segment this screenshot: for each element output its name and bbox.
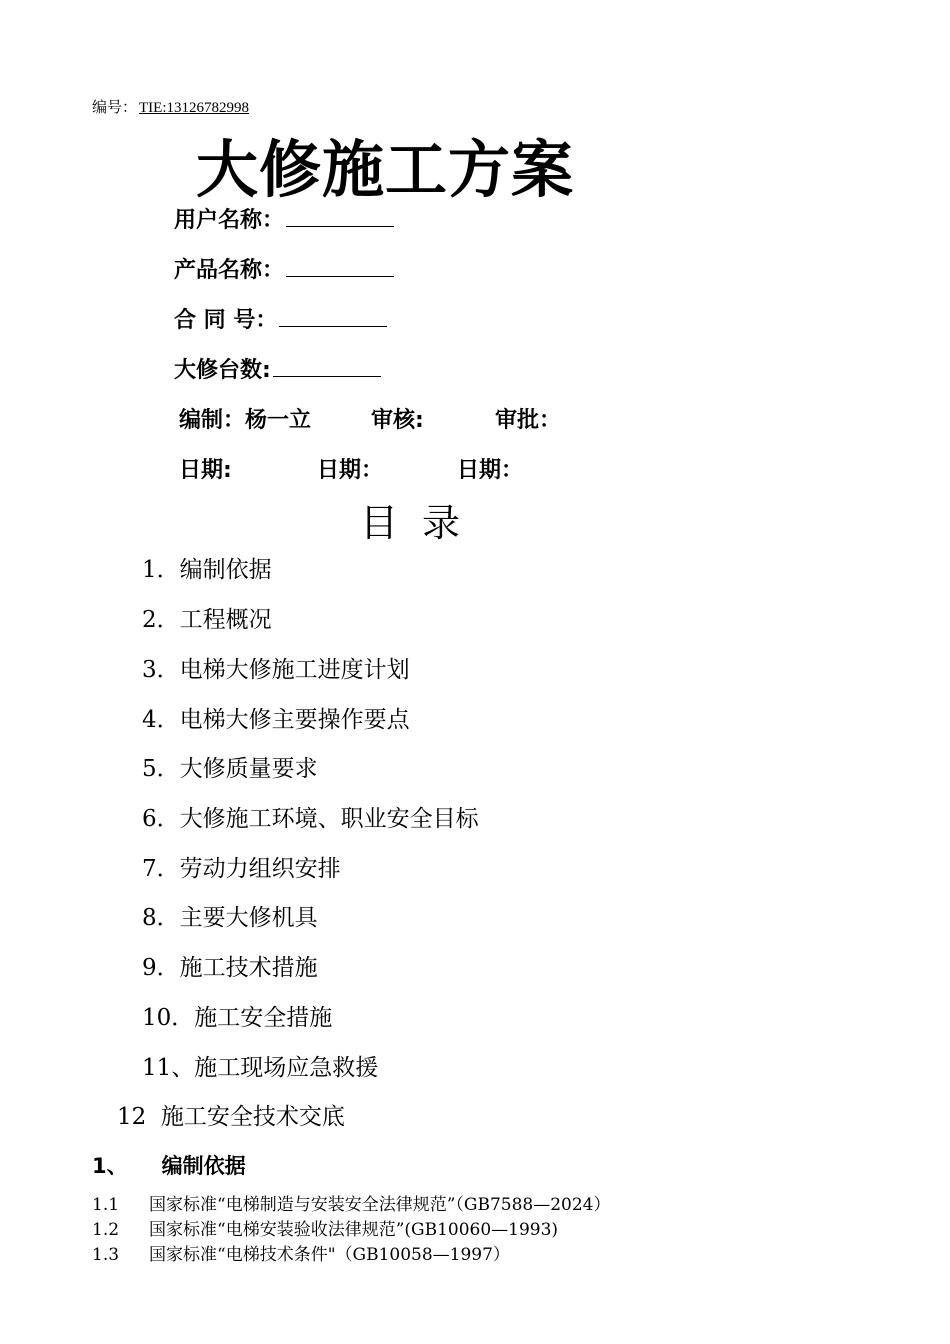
- toc-item: 9．施工技术措施: [142, 955, 318, 981]
- toc-item: 2．工程概况: [142, 607, 272, 633]
- reference-item: [92, 1215, 558, 1240]
- section-heading: [92, 1150, 246, 1180]
- reference-text: 国家标准“电梯制造与安装安全法律规范”（GB7588—2024）: [149, 1195, 611, 1215]
- compile-date: 日期:: [179, 458, 232, 483]
- blank-line: [273, 358, 381, 377]
- reference-number: 1.1: [92, 1195, 120, 1215]
- reference-number: 1.2: [92, 1220, 120, 1240]
- toc-item: 12 施工安全技术交底: [117, 1104, 345, 1130]
- toc-item: 3．电梯大修施工进度计划: [142, 657, 410, 683]
- toc-item: 8．主要大修机具: [142, 905, 318, 931]
- page-title: 大修施工方案: [196, 133, 575, 206]
- approve-date: 日期：: [457, 458, 524, 483]
- blank-line: [286, 258, 394, 277]
- toc-item: 5．大修质量要求: [142, 756, 318, 782]
- field-label: 合 同 号：: [174, 308, 278, 333]
- toc-item: 11、施工现场应急救援: [142, 1055, 379, 1081]
- section-number: 1、: [92, 1154, 128, 1178]
- document-number: [92, 96, 255, 117]
- reference-item: [92, 1240, 510, 1265]
- review-date: 日期：: [317, 458, 384, 483]
- toc-item: 7．劳动力组织安排: [142, 856, 341, 882]
- field-label: 用户名称：: [174, 208, 285, 233]
- section-title: 编制依据: [161, 1154, 246, 1178]
- field-unit-count: [174, 353, 381, 384]
- field-label: 大修台数:: [174, 358, 271, 383]
- blank-line: [279, 308, 387, 327]
- toc-item: 1．编制依据: [142, 557, 272, 583]
- toc-item: 10．施工安全措施: [142, 1005, 333, 1031]
- compiled-by: 编制：杨一立: [179, 408, 312, 433]
- reference-number: 1.3: [92, 1245, 120, 1265]
- reference-text: 国家标准“电梯安装验收法律规范”(GB10060—1993): [149, 1220, 559, 1240]
- toc-item: 6．大修施工环境、职业安全目标: [142, 806, 479, 832]
- reviewed-by: 审核:: [371, 408, 424, 433]
- toc-title: 目录: [360, 501, 485, 545]
- field-user-name: [174, 203, 394, 234]
- document-number-value: TIE:13126782998: [139, 100, 250, 116]
- reference-item: [92, 1190, 610, 1215]
- field-product-name: [174, 253, 394, 284]
- reference-text: 国家标准“电梯技术条件"（GB10058—1997）: [149, 1245, 510, 1265]
- blank-line: [286, 208, 394, 227]
- field-label: 产品名称：: [174, 258, 285, 283]
- approved-by: 审批：: [495, 408, 562, 433]
- document-number-label: 编号：: [92, 98, 138, 116]
- field-contract-number: [174, 303, 387, 334]
- toc-item: 4．电梯大修主要操作要点: [142, 707, 410, 733]
